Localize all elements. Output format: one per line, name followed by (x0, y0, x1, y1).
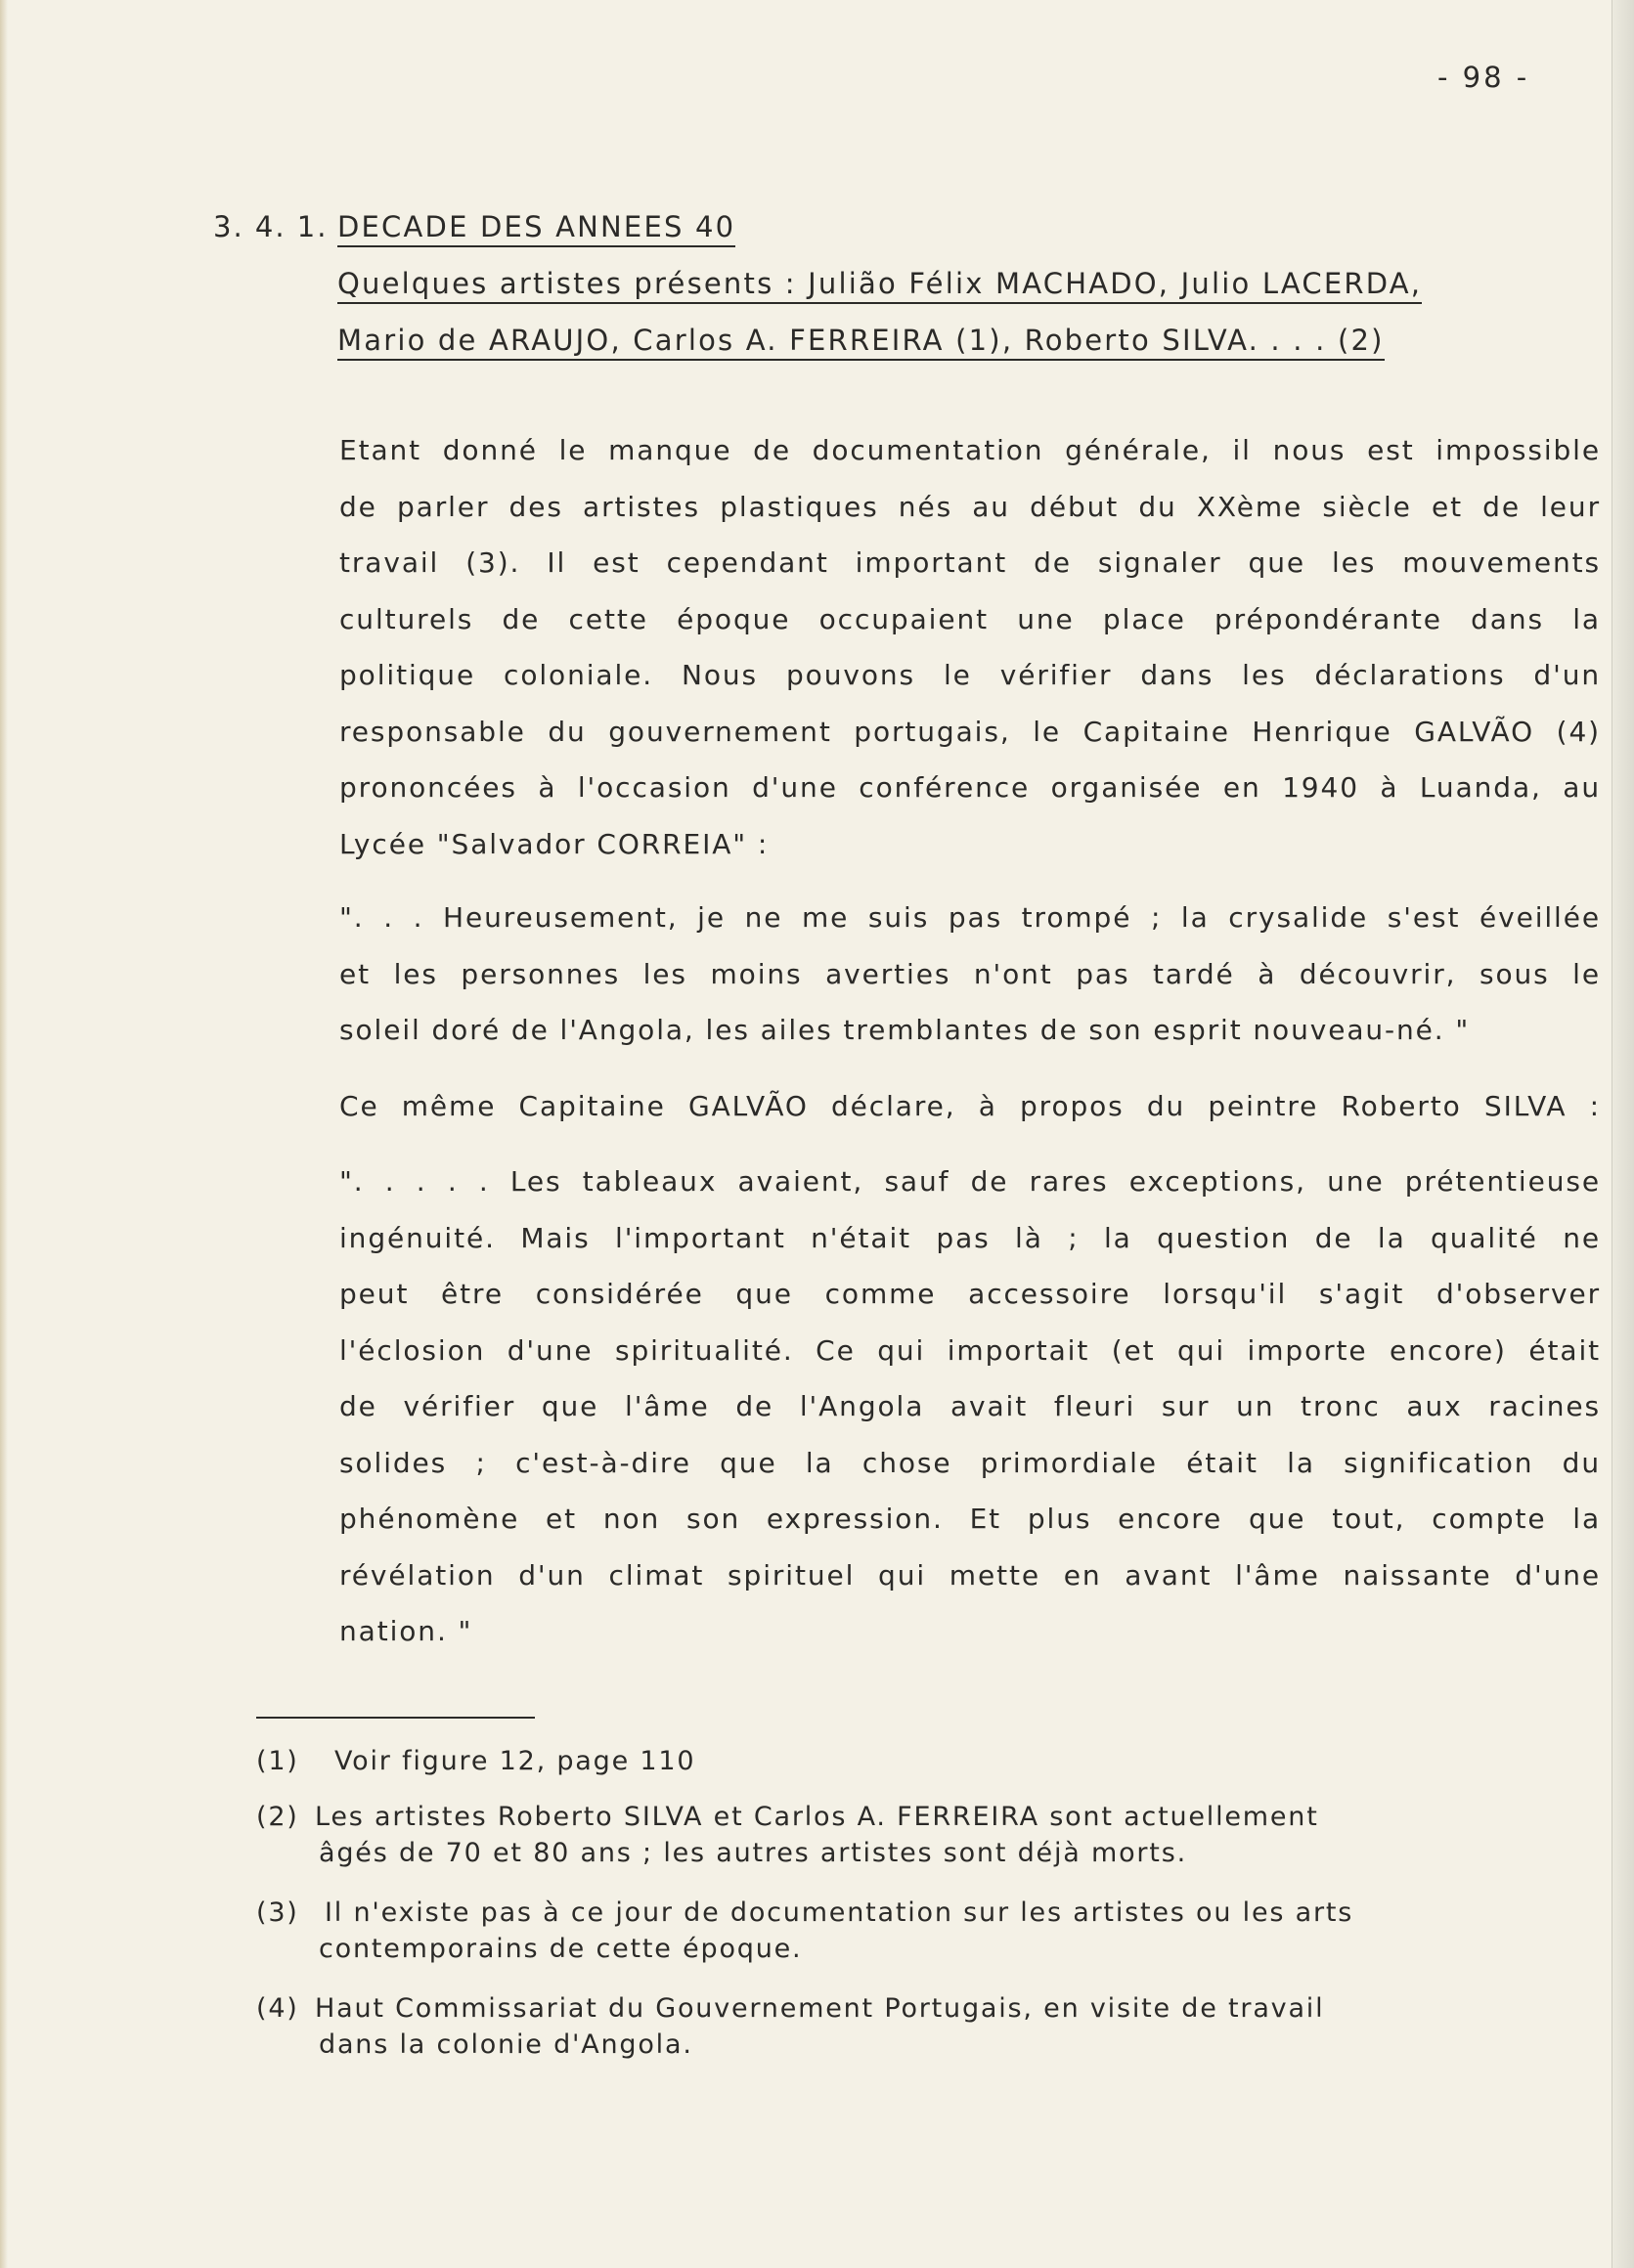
quote-first (339, 890, 1601, 1059)
footnote-text: Il n'existe pas à ce jour de documentation sur les artistes ou les arts (325, 1897, 1354, 1928)
footnote-number: (4) (256, 1993, 299, 2024)
page-number: - 98 - (1437, 61, 1530, 94)
page-left-edge (0, 0, 8, 2268)
text-line: de parler des artistes plastiques nés au début du XXème siècle et de leur (339, 490, 1601, 523)
paragraph-galvao-statement (339, 1078, 1601, 1135)
footnote-text: âgés de 70 et 80 ans ; les autres artistes sont déjà morts. (319, 1838, 1187, 1868)
page-right-edge (1612, 0, 1634, 2268)
section-heading-artists-line-2: Mario de ARAUJO, Carlos A. FERREIRA (1), Roberto SILVA. . . . (2) (337, 324, 1385, 361)
footnote-number: (1) (256, 1746, 299, 1776)
footnote-divider (256, 1717, 535, 1719)
quote-second (339, 1154, 1601, 1660)
text-line: de vérifier que l'âme de l'Angola avait fleuri sur un tronc aux racines (339, 1390, 1601, 1422)
text-line: responsable du gouvernement portugais, le Capitaine Henrique GALVÃO (4) (339, 715, 1601, 748)
footnote-text: Haut Commissariat du Gouvernement Portugais, en visite de travail (315, 1993, 1325, 2024)
text-line: Ce même Capitaine GALVÃO déclare, à propos du peintre Roberto SILVA : (339, 1090, 1601, 1122)
text-line: et les personnes les moins averties n'ont pas tardé à découvrir, sous le (339, 957, 1601, 990)
text-line: révélation d'un climat spirituel qui mette en avant l'âme naissante d'une (339, 1558, 1601, 1592)
footnote-3 (256, 1895, 1527, 1967)
text-line: soleil doré de l'Angola, les ailes tremblantes de son esprit nouveau-né. " (339, 1014, 1471, 1046)
text-line: peut être considérée que comme accessoire lorsqu'il s'agit d'observer (339, 1278, 1601, 1310)
text-line: travail (3). Il est cependant important de signaler que les mouvements (339, 546, 1601, 579)
text-line: nation. " (339, 1615, 473, 1647)
section-heading-artists-line-1: Quelques artistes présents : Julião Félix MACHADO, Julio LACERDA, (337, 267, 1422, 304)
footnote-text: contemporains de cette époque. (319, 1934, 803, 1964)
text-line: ". . . . . Les tableaux avaient, sauf de rares exceptions, une prétentieuse (339, 1165, 1601, 1198)
footnote-2 (256, 1799, 1527, 1871)
footnote-number: (3) (256, 1897, 299, 1928)
text-line: phénomène et non son expression. Et plus encore que tout, compte la (339, 1503, 1601, 1535)
footnote-text: dans la colonie d'Angola. (319, 2029, 693, 2060)
text-line: culturels de cette époque occupaient une place prépondérante dans la (339, 602, 1601, 635)
footnote-4 (256, 1990, 1527, 2063)
footnote-number: (2) (256, 1802, 299, 1832)
footnote-1 (256, 1743, 1527, 1779)
text-line: prononcées à l'occasion d'une conférence organisée en 1940 à Luanda, au (339, 771, 1601, 804)
text-line: politique coloniale. Nous pouvons le vérifier dans les déclarations d'un (339, 659, 1601, 691)
text-line: Lycée "Salvador CORREIA" : (339, 827, 770, 860)
footnote-text: Voir figure 12, page 110 (334, 1746, 696, 1776)
text-line: solides ; c'est-à-dire que la chose primordiale était la signification du (339, 1446, 1601, 1479)
text-line: ingénuité. Mais l'important n'était pas là ; la question de la qualité ne (339, 1221, 1601, 1254)
text-line: Etant donné le manque de documentation générale, il nous est impossible (339, 434, 1601, 466)
text-line: l'éclosion d'une spiritualité. Ce qui importait (et qui importe encore) était (339, 1333, 1601, 1367)
footnote-text: Les artistes Roberto SILVA et Carlos A. FERREIRA sont actuellement (315, 1802, 1319, 1832)
section-number: 3. 4. 1. (213, 210, 329, 243)
text-line: ". . . Heureusement, je ne me suis pas trompé ; la crysalide s'est éveillée (339, 901, 1601, 934)
paragraph-intro (339, 422, 1601, 872)
section-heading-title: DECADE DES ANNEES 40 (337, 210, 735, 247)
